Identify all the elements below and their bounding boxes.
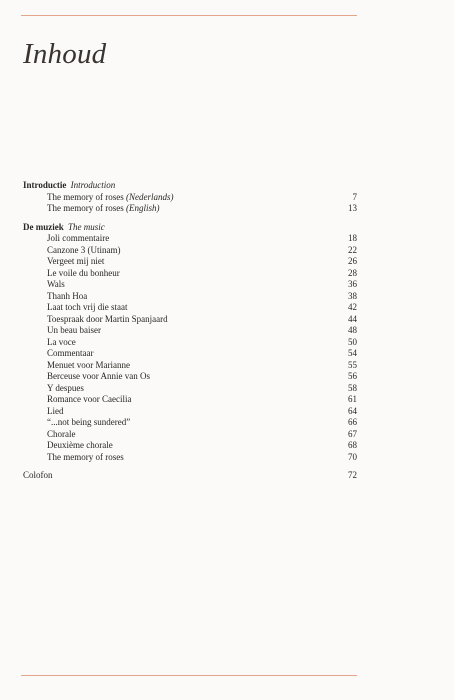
toc-entry <box>23 452 357 464</box>
toc-entry <box>23 417 357 429</box>
entry-title: Toespraak door Martin Spanjaard <box>47 313 168 324</box>
entry-title-group <box>47 302 127 314</box>
section-title-nl: De muziek <box>23 221 64 232</box>
entry-title: Deuxième chorale <box>47 440 113 450</box>
entry-title: Chorale <box>47 428 76 439</box>
toc-entry <box>23 348 357 360</box>
toc-entry <box>23 371 357 383</box>
entry-title-group <box>47 233 109 245</box>
section-introductie <box>23 180 357 215</box>
entry-title-group <box>47 279 65 291</box>
toc-entry <box>23 302 357 314</box>
toc-entry <box>23 268 357 280</box>
page-title: Inhoud <box>23 38 107 71</box>
entry-title-group <box>47 360 130 372</box>
entry-page: 7 <box>352 191 357 202</box>
toc-entry <box>23 291 357 303</box>
entry-page: 36 <box>348 279 357 289</box>
toc-entry <box>23 440 357 452</box>
entry-page: 70 <box>348 451 357 462</box>
toc-entry <box>23 394 357 406</box>
entry-page: 58 <box>348 382 357 393</box>
entry-title: Commentaar <box>47 348 94 358</box>
section-entries <box>23 233 357 463</box>
entry-title-group <box>47 394 131 406</box>
entry-page: 18 <box>348 233 357 243</box>
entry-title-group <box>47 256 104 268</box>
entry-page: 67 <box>348 428 357 439</box>
entry-title: Wals <box>47 279 65 289</box>
toc-entry <box>23 337 357 349</box>
entry-page: 72 <box>348 470 357 480</box>
toc-entry <box>23 233 357 245</box>
toc-entry <box>23 245 357 257</box>
entry-title: Romance voor Caecilia <box>47 394 132 404</box>
entry-title-group <box>47 291 87 303</box>
entry-title: Menuet voor Marianne <box>47 359 130 370</box>
entry-title: Vergeet mij niet <box>47 256 105 266</box>
toc-entry <box>23 314 357 326</box>
entry-title-group <box>47 429 76 441</box>
entry-title-group <box>47 192 173 204</box>
toc-entry <box>23 360 357 372</box>
toc-entry <box>23 325 357 337</box>
entry-title-group <box>47 440 113 452</box>
section-entries <box>23 192 357 215</box>
section-heading <box>23 222 357 234</box>
toc-entry <box>23 256 357 268</box>
entry-title: La voce <box>47 336 76 347</box>
section-title-en: The music <box>68 221 105 232</box>
entry-page: 26 <box>348 256 357 266</box>
entry-title-group <box>47 417 130 429</box>
entry-title-group <box>47 348 94 360</box>
entry-page: 44 <box>348 313 357 324</box>
top-rule <box>21 15 357 16</box>
entry-page: 64 <box>348 405 357 416</box>
entry-page: 61 <box>348 394 357 404</box>
table-of-contents <box>23 180 357 482</box>
entry-title: Lied <box>47 405 64 416</box>
entry-title: The memory of roses <box>47 203 124 213</box>
entry-title-group <box>47 314 168 326</box>
entry-title-group <box>47 268 120 280</box>
entry-page: 48 <box>348 325 357 335</box>
section-heading <box>23 180 357 192</box>
bottom-rule <box>21 675 357 676</box>
entry-title-group <box>47 371 150 383</box>
section-title-en: Introduction <box>70 180 116 190</box>
entry-title-group <box>47 325 101 337</box>
entry-title-group <box>47 245 120 257</box>
entry-note: (Nederlands) <box>125 191 174 202</box>
entry-title-group <box>47 406 64 418</box>
section-de-muziek <box>23 222 357 464</box>
entry-page: 56 <box>348 371 357 381</box>
toc-entry <box>23 429 357 441</box>
entry-page: 42 <box>348 302 357 312</box>
entry-page: 66 <box>348 417 357 427</box>
entry-title: Joli commentaire <box>47 233 110 243</box>
entry-title: Canzone 3 (Utinam) <box>47 244 121 255</box>
toc-entry <box>23 192 357 204</box>
entry-title: “...not being sundered” <box>47 417 131 427</box>
toc-entry <box>23 406 357 418</box>
entry-page: 13 <box>348 203 357 213</box>
entry-note: (English) <box>125 203 160 213</box>
entry-title: The memory of roses <box>47 451 124 462</box>
entry-title-group <box>47 452 124 464</box>
colofon-entry <box>23 470 357 482</box>
entry-title: Un beau baiser <box>47 325 101 335</box>
entry-page: 28 <box>348 267 357 278</box>
entry-title: The memory of roses <box>47 191 124 202</box>
toc-entry <box>23 383 357 395</box>
entry-page: 50 <box>348 336 357 347</box>
entry-page: 55 <box>348 359 357 370</box>
entry-title: Colofon <box>23 470 53 480</box>
entry-title: Le voile du bonheur <box>47 267 120 278</box>
entry-title: Y despues <box>47 382 84 393</box>
entry-page: 68 <box>348 440 357 450</box>
entry-title: Berceuse voor Annie van Os <box>47 371 150 381</box>
entry-title: Laat toch vrij die staat <box>47 302 128 312</box>
entry-title-group <box>47 383 84 395</box>
entry-title-group <box>47 337 76 349</box>
toc-entry <box>23 203 357 215</box>
entry-page: 38 <box>348 290 357 301</box>
entry-page: 54 <box>348 348 357 358</box>
entry-page: 22 <box>348 244 357 255</box>
entry-title: Thanh Hoa <box>47 290 88 301</box>
toc-entry <box>23 279 357 291</box>
section-title-nl: Introductie <box>23 180 67 190</box>
entry-title-group <box>47 203 159 215</box>
